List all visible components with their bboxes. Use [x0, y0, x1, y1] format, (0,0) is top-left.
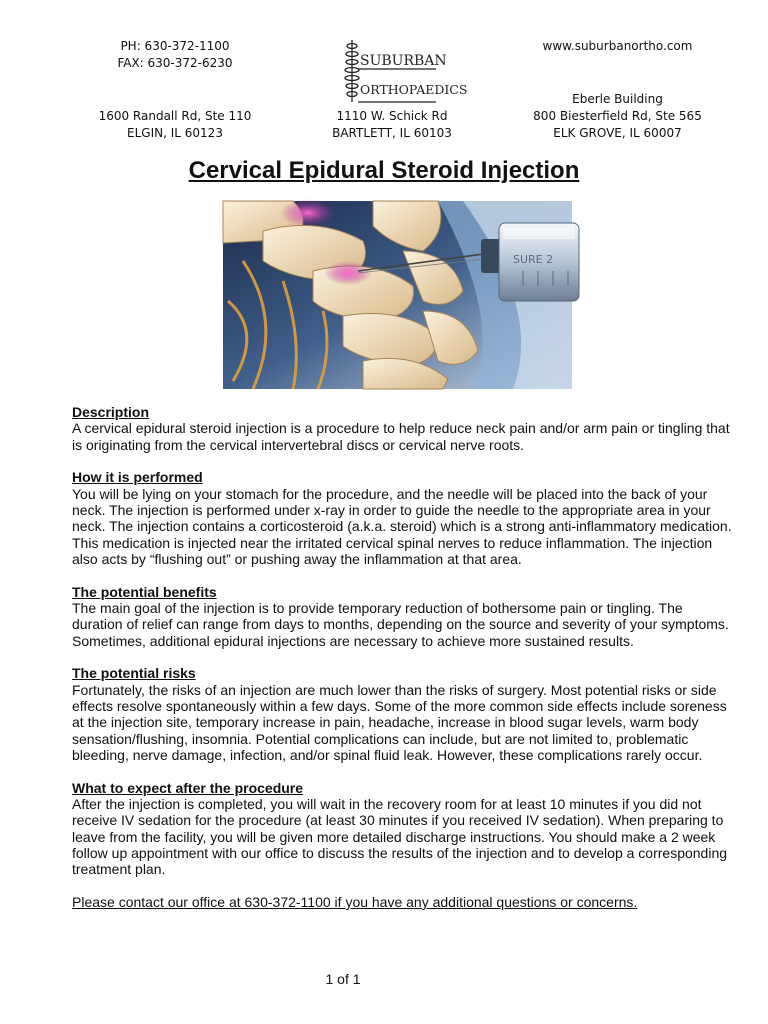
section-body: You will be lying on your stomach for the procedure, and the needle will be placed into the back of your neck. The injection is performed under x-ray in order to guide the needle to the appropriate area in your neck. The injection contains a corticosteroid (a.k.a. steroid) which is a strong anti-inflammatory medication. This medication is injected near the irritated cervical spinal nerves to reduce inflammation. The injection also acts by “flushing out” or pushing away the inflammation at that area.	[72, 485, 732, 567]
section-body: A cervical epidural steroid injection is a procedure to help reduce neck pain and/or arm pain or tingling that is originating from the cervical intervertebral discs or cervical nerve roots.	[72, 420, 730, 453]
location-street: 800 Biesterfield Rd, Ste 565	[533, 109, 702, 123]
practice-logo	[332, 36, 468, 106]
section-heading: Description	[72, 404, 150, 420]
location-bartlett	[322, 108, 462, 142]
document-body	[72, 404, 732, 910]
page-number: 1 of 1	[325, 971, 361, 987]
location-city: ELGIN, IL 60123	[127, 126, 223, 140]
contact-block	[95, 38, 255, 72]
logo-line-1: SUBURBAN	[360, 53, 447, 69]
location-building: Eberle Building	[572, 92, 663, 106]
location-street: 1600 Randall Rd, Ste 110	[98, 109, 252, 123]
location-city: ELK GROVE, IL 60007	[553, 126, 682, 140]
fax-number: FAX: 630-372-6230	[117, 56, 233, 70]
location-street: 1110 W. Schick Rd	[336, 109, 448, 123]
phone-number: PH: 630-372-1100	[120, 39, 230, 53]
website-url[interactable]	[525, 38, 710, 55]
section-after-procedure	[72, 780, 732, 878]
section-heading: How it is performed	[72, 469, 203, 486]
location-elk-grove	[525, 91, 710, 142]
cervical-spine-injection-illustration	[223, 201, 572, 389]
section-how-performed	[72, 469, 732, 567]
section-risks	[72, 665, 732, 763]
section-body: After the injection is completed, you will wait in the recovery room for at least 10 minutes if you did not receive IV sedation for the procedure (at least 30 minutes if you received IV sedation). When preparing to leave from the facility, you will be given more detailed discharge instructions. You should make a 2 week follow up appointment with our office to discuss the results of the injection and to develop a corresponding treatment plan.	[72, 795, 728, 878]
logo-line-2: ORTHOPAEDICS	[360, 82, 468, 97]
section-body: The main goal of the injection is to provide temporary reduction of bothersome pain or tingling. The duration of relief can range from days to months, depending on the source and severity of your symptoms. Sometimes, additional epidural injections are necessary to achieve more sustained results.	[72, 599, 729, 649]
section-heading: The potential risks	[72, 665, 196, 682]
website-link[interactable]: www.suburbanortho.com	[542, 39, 693, 53]
location-city: BARTLETT, IL 60103	[332, 126, 452, 140]
contact-note: Please contact our office at 630-372-1100 if you have any additional questions or concerns.	[72, 893, 638, 910]
spine-logo-icon	[332, 36, 468, 106]
section-heading: What to expect after the procedure	[72, 779, 304, 796]
section-description	[72, 404, 732, 453]
document-title: Cervical Epidural Steroid Injection	[188, 157, 580, 184]
section-heading: The potential benefits	[72, 583, 217, 600]
section-benefits	[72, 584, 732, 649]
syringe-label: SURE 2	[513, 253, 554, 266]
location-elgin	[95, 108, 255, 142]
section-body: Fortunately, the risks of an injection are much lower than the risks of surgery. Most potential risks or side effects resolve spontaneously within a few days. Some of the more common side effects include soreness at the injection site, temporary increase in pain, headache, increase in blood sugar levels, warm body sensation/flushing, insomnia. Potential complications can include, but are not limited to, problematic bleeding, nerve damage, infection, and/or spinal fluid leak. However, these complications rarely occur.	[72, 681, 727, 763]
